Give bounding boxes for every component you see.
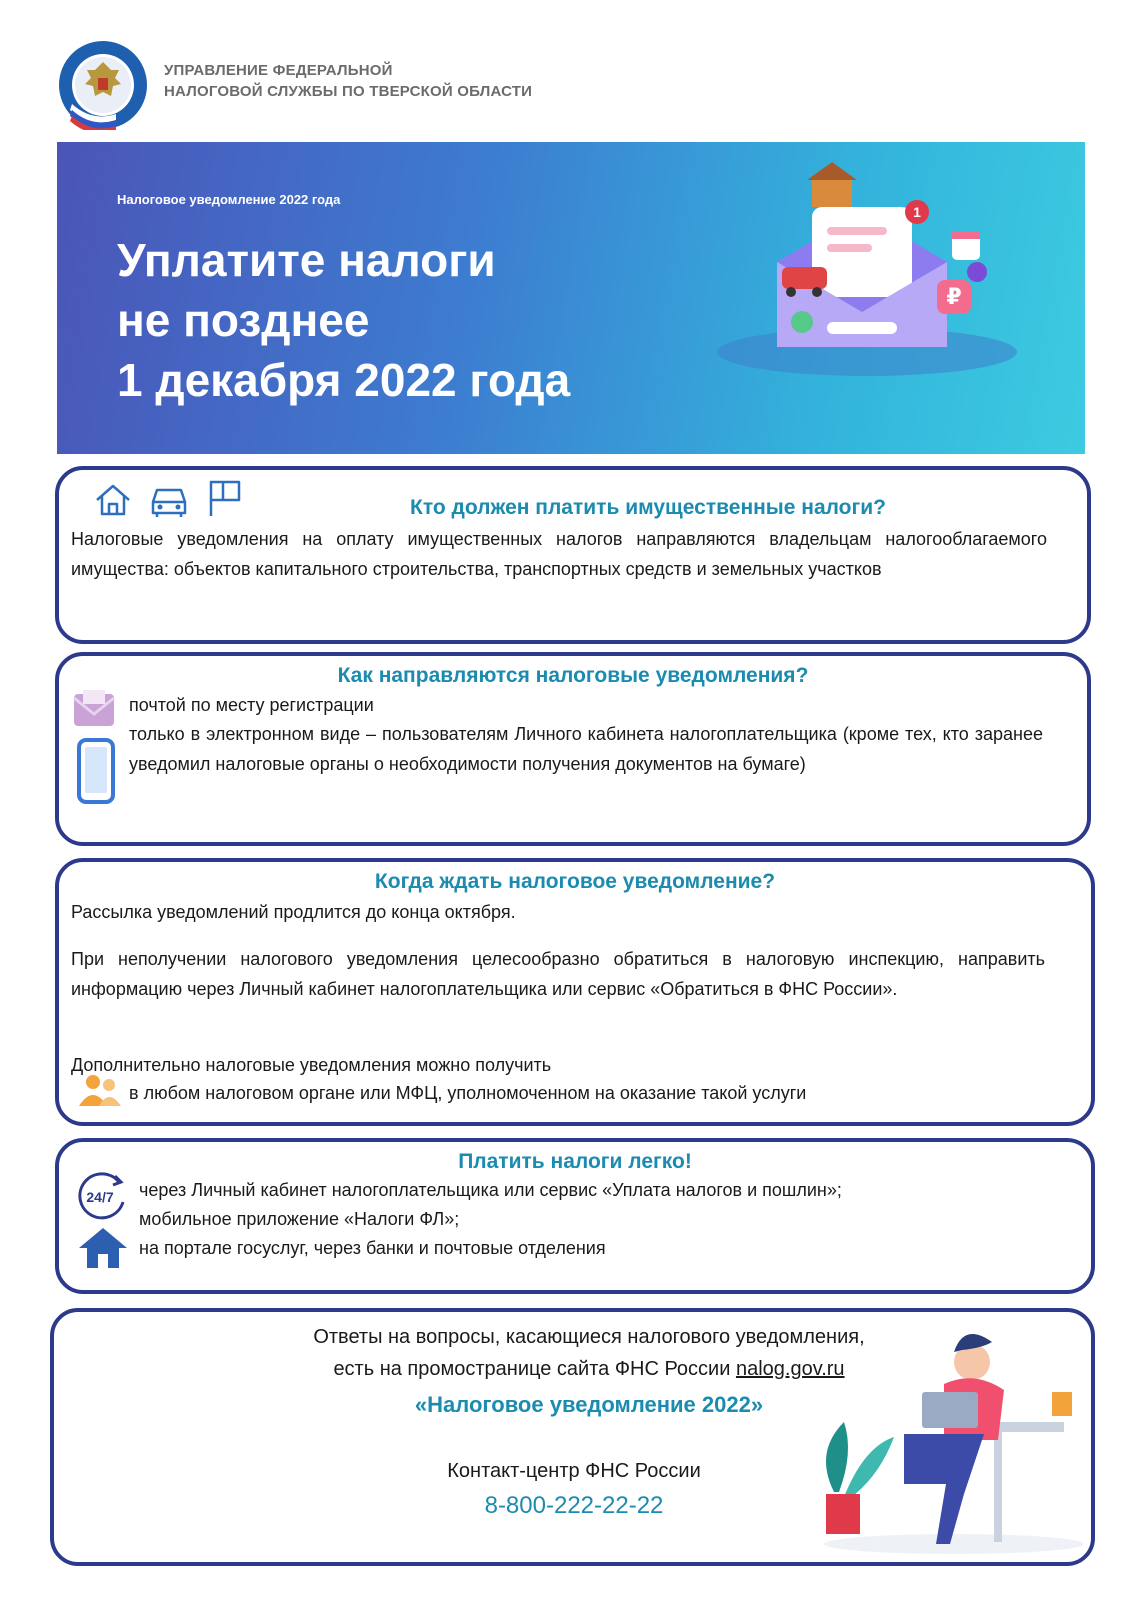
- home-icon: [77, 1226, 129, 1270]
- fns-logo: [58, 40, 148, 130]
- footer-line-1: Ответы на вопросы, касающиеся налогового уведомления,: [313, 1326, 865, 1348]
- pay-section: [55, 1138, 1095, 1294]
- when-p3: Дополнительно налоговые уведомления можно получить: [71, 1055, 552, 1075]
- who-pays-text: Налоговые уведомления на оплату имущественных налогов направляются владельцам налогооблагаемого имущества: объектов капитального строительства, транспортных средств и земельных участков: [71, 529, 1047, 579]
- pay-line-1: через Личный кабинет налогоплательщика или сервис «Уплата налогов и пошлин»;: [139, 1180, 842, 1200]
- when-p2: При неполучении налогового уведомления целесообразно обратиться в налоговую инспекцию, направить информацию через Личный кабинет налогоплательщика или сервис «Обратиться в ФНС России».: [71, 949, 1045, 999]
- when-title: Когда ждать налоговое уведомление?: [374, 870, 776, 893]
- when-section: [55, 858, 1095, 1126]
- banner-title: [117, 230, 717, 410]
- clock-247-icon: [75, 1172, 129, 1222]
- footer-line-2-text: есть на промостранице сайта ФНС России: [333, 1358, 731, 1380]
- envelope-illustration: [687, 162, 1017, 392]
- hero-banner: [57, 142, 1085, 454]
- contact-center-label: Контакт-центр ФНС России: [447, 1460, 701, 1482]
- how-sent-section: [55, 652, 1091, 846]
- who-pays-title: Кто должен платить имущественные налоги?: [410, 496, 886, 519]
- nalog-link[interactable]: nalog.gov.ru: [735, 1358, 845, 1380]
- how-sent-item-mail: почтой по месту регистрации: [129, 695, 374, 715]
- house-icon: [93, 480, 133, 520]
- org-line-1: УПРАВЛЕНИЕ ФЕДЕРАЛЬНОЙ: [164, 62, 393, 79]
- pay-line-2: мобильное приложение «Налоги ФЛ»;: [139, 1209, 460, 1229]
- org-line-2: НАЛОГОВОЙ СЛУЖБЫ ПО ТВЕРСКОЙ ОБЛАСТИ: [164, 83, 533, 100]
- smartphone-icon: [77, 738, 115, 804]
- promo-page-name: «Налоговое уведомление 2022»: [414, 1392, 764, 1417]
- mail-icon: [71, 686, 117, 732]
- notification-badge: 1: [913, 204, 921, 220]
- contact-phone[interactable]: 8-800-222-22-22: [484, 1492, 664, 1519]
- clock-247-label: 24/7: [86, 1189, 114, 1205]
- how-sent-item-electronic: только в электронном виде – пользователям Личного кабинета налогоплательщика (кроме тех, кто заранее уведомил налоговые органы о необходимости получения документов на бумаге): [129, 724, 1043, 774]
- when-p4: в любом налоговом органе или МФЦ, уполномоченном на оказание такой услуги: [129, 1083, 807, 1103]
- ruble-icon: ₽: [946, 285, 962, 310]
- person-at-laptop-illustration: [794, 1322, 1084, 1560]
- car-icon: [147, 480, 191, 520]
- who-pays-section: [55, 466, 1091, 644]
- people-icon: [77, 1072, 123, 1108]
- pay-title: Платить налоги легко!: [458, 1150, 692, 1173]
- org-name: [164, 60, 532, 102]
- how-sent-title: Как направляются налоговые уведомления?: [337, 664, 809, 687]
- pay-line-3: на портале госуслуг, через банки и почтовые отделения: [139, 1238, 606, 1258]
- contacts-section: [50, 1308, 1095, 1566]
- banner-title-line-2: не позднее: [117, 294, 370, 346]
- banner-title-line-3: 1 декабря 2022 года: [117, 354, 571, 406]
- banner-subtitle: Налоговое уведомление 2022 года: [117, 192, 341, 207]
- when-p1: Рассылка уведомлений продлится до конца октября.: [71, 902, 516, 922]
- banner-title-line-1: Уплатите налоги: [117, 234, 496, 286]
